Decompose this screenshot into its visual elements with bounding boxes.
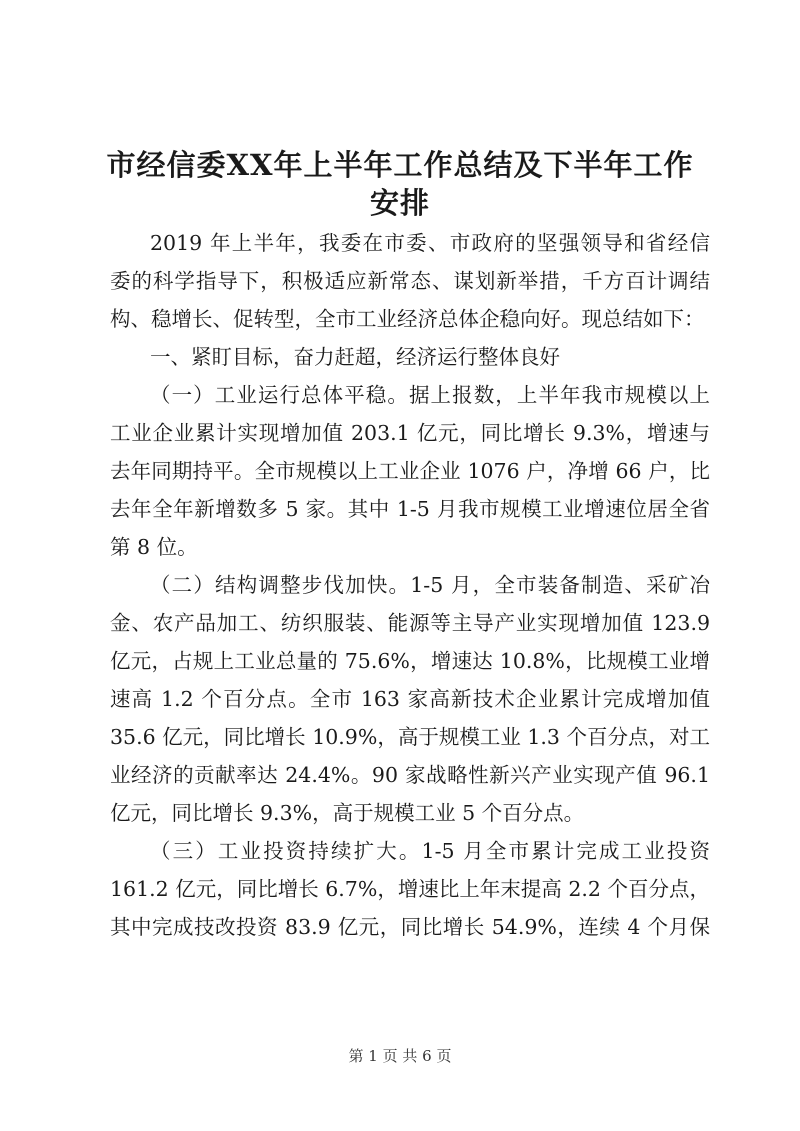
paragraph-line: 亿元，同比增长 9.3%，高于规模工业 5 个百分点。	[110, 801, 585, 825]
paragraph-line: 工业企业累计实现增加值 203.1 亿元，同比增长 9.3%，增速与	[110, 421, 710, 445]
paragraph-line: 35.6 亿元，同比增长 10.9%，高于规模工业 1.3 个百分点，对工	[110, 725, 710, 749]
paragraph-line: 金、农产品加工、纺织服装、能源等主导产业实现增加值 123.9	[110, 611, 710, 635]
paragraph-line: 去年同期持平。全市规模以上工业企业 1076 户，净增 66 户，比	[110, 459, 710, 483]
page-number-footer: 第 1 页 共 6 页	[348, 1047, 452, 1065]
paragraph-line: 161.2 亿元，同比增长 6.7%，增速比上年末提高 2.2 个百分点，	[110, 877, 710, 901]
paragraph-line: 2019 年上半年，我委在市委、市政府的坚强领导和省经信	[150, 231, 710, 255]
paragraph-line: （三）工业投资持续扩大。1-5 月全市累计完成工业投资	[150, 839, 710, 863]
paragraph-line: 亿元，占规上工业总量的 75.6%，增速达 10.8%，比规模工业增	[110, 649, 710, 673]
paragraph-line: 速高 1.2 个百分点。全市 163 家高新技术企业累计完成增加值	[110, 687, 710, 711]
document-body	[110, 224, 710, 946]
paragraph-line: 第 8 位。	[110, 535, 198, 559]
paragraph-line: 委的科学指导下，积极适应新常态、谋划新举措，千方百计调结	[110, 269, 710, 293]
paragraph-line: 构、稳增长、促转型，全市工业经济总体企稳向好。现总结如下：	[110, 307, 705, 331]
document-title-line-2: 安排	[369, 186, 430, 220]
document-title-line-1: 市经信委XX年上半年工作总结及下半年工作	[106, 148, 694, 182]
section-heading: 一、紧盯目标，奋力赶超，经济运行整体良好	[150, 345, 560, 369]
paragraph-line: 其中完成技改投资 83.9 亿元，同比增长 54.9%，连续 4 个月保	[110, 915, 710, 939]
paragraph-line: 去年全年新增数多 5 家。其中 1-5 月我市规模工业增速位居全省	[110, 497, 710, 521]
paragraph-line: （二）结构调整步伐加快。1-5 月，全市装备制造、采矿冶	[150, 573, 710, 597]
paragraph-line: （一）工业运行总体平稳。据上报数，上半年我市规模以上	[150, 383, 710, 407]
paragraph-line: 业经济的贡献率达 24.4%。90 家战略性新兴产业实现产值 96.1	[110, 763, 710, 787]
